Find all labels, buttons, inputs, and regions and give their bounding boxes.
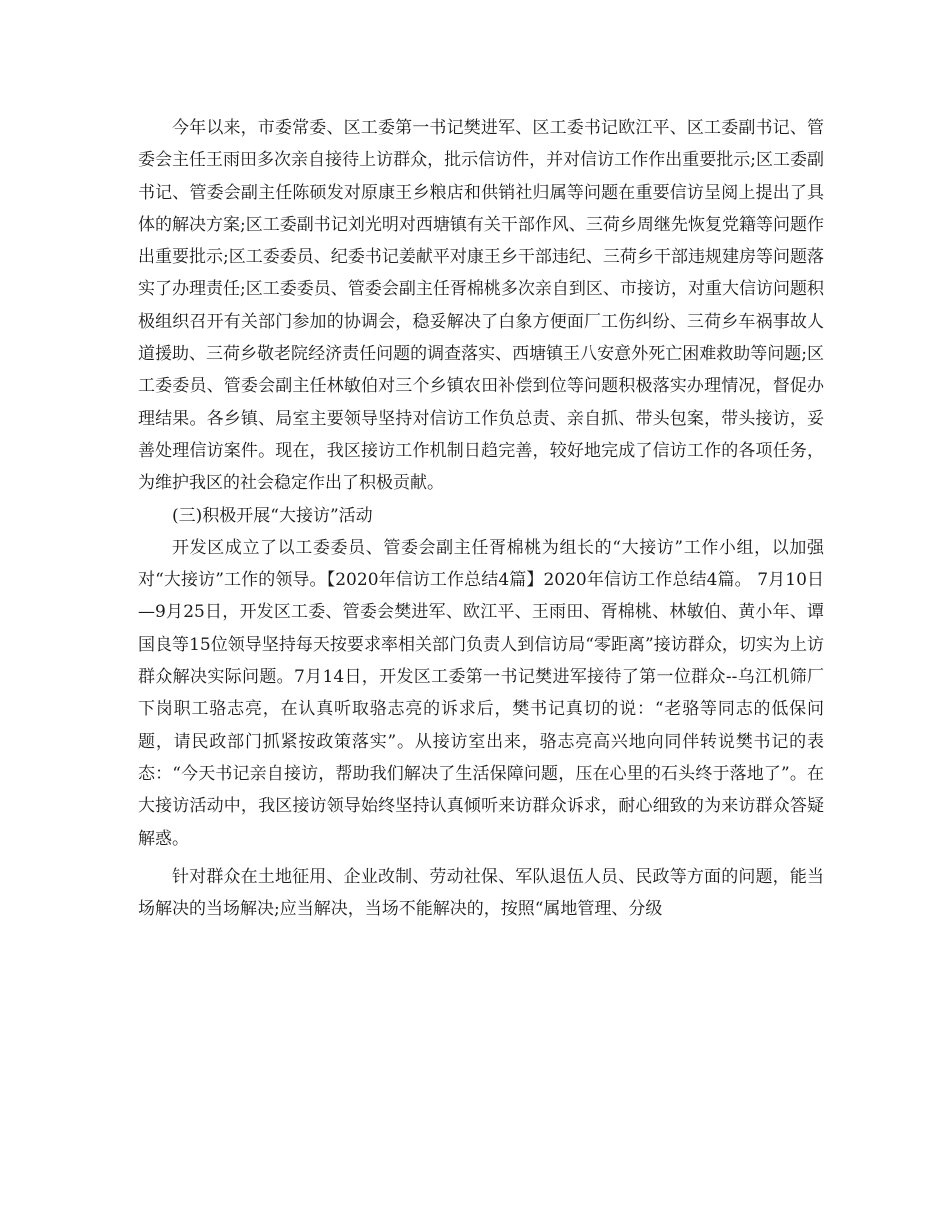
section-heading-big-reception: (三)积极开展“大接访”活动 bbox=[172, 505, 373, 526]
paragraph-problem-handling: 针对群众在土地征用、企业改制、劳动社保、军队退伍人员、民政等方面的问题，能当场解决的当场解决;应当解决，当场不能解决的，按照“属地管理、分级 bbox=[138, 866, 824, 920]
paragraph-leadership-reception: 今年以来，市委常委、区工委第一书记樊进军、区工委书记欧江平、区工委副书记、管委会主任王雨田多次亲自接待上访群众，批示信访件，并对信访工作作出重要批示;区工委副书记、管委会副主任陈硕发对原康王乡粮店和供销社归属等问题在重要信访呈阅上提出了具体的解决方案;区工委副书记刘光明对西塘镇有关干部作风、三荷乡周继先恢复党籍等问题作出重要批示;区工委委员、纪委书记姜献平对康王乡干部违纪、三荷乡干部违规建房等问题落实了办理责任;区工委委员、管委会副主任胥棉桃多次亲自到区、市接访，对重大信访问题积极组织召开有关部门参加的协调会，稳妥解决了白象方便面厂工伤纠纷、三荷乡车祸事故人道援助、三荷乡敬老院经济责任问题的调查落实、西塘镇王八安意外死亡困难救助等问题;区工委委员、管委会副主任林敏伯对三个乡镇农田补偿到位等问题积极落实办理情况，督促办理结果。各乡镇、局室主要领导坚持对信访工作负总责、亲自抓、带头包案，带头接访，妥善处理信访案件。现在，我区接访工作机制日趋完善，较好地完成了信访工作的各项任务，为维护我区的社会稳定作出了积极贡献。 bbox=[138, 118, 824, 494]
document-body bbox=[138, 112, 824, 925]
paragraph-big-reception-activity: 开发区成立了以工委委员、管委会副主任胥棉桃为组长的“大接访”工作小组，以加强对“大接访”工作的领导。【2020年信访工作总结4篇】2020年信访工作总结4篇。 7月10日—9月25日，开发区工委、管委会樊进军、欧江平、王雨田、胥棉桃、林敏伯、黄小年、谭国良等15位领导坚持每天按要求率相关部门负责人到信访局“零距离”接访群众，切实为上访群众解决实际问题。7月14日，开发区工委第一书记樊进军接待了第一位群众--乌江机筛厂下岗职工骆志亮，在认真听取骆志亮的诉求后，樊书记真切的说：“老骆等同志的低保问题，请民政部门抓紧按政策落实”。从接访室出来，骆志亮高兴地向同伴转说樊书记的表态：“今天书记亲自接访，帮助我们解决了生活保障问题，压在心里的石头终于落地了”。在大接访活动中，我区接访领导始终坚持认真倾听来访群众诉求，耐心细致的为来访群众答疑解惑。 bbox=[138, 537, 824, 849]
